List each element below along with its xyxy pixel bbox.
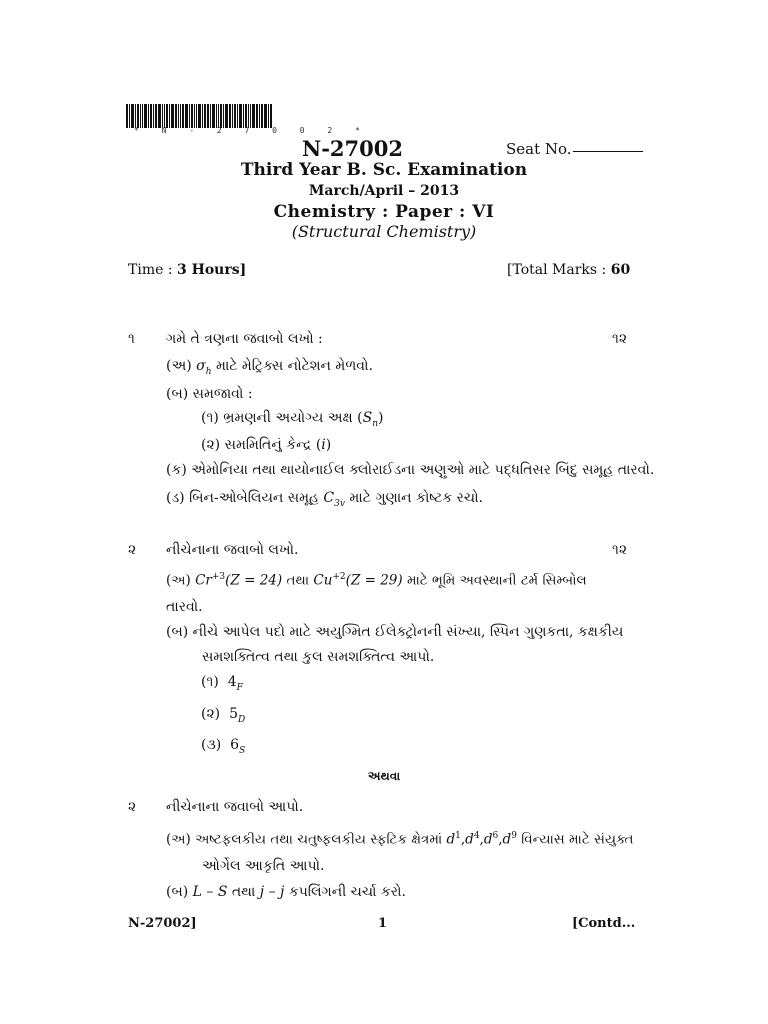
exam-title: Third Year B. Sc. Examination bbox=[240, 160, 528, 180]
q2alt-a-text: અષ્ટફલકીય તથા ચતુષ્ફલકીય સ્ફટિક ક્ષેત્રમાં bbox=[195, 831, 447, 848]
q2alt-a-d1-sup: 1 bbox=[455, 831, 461, 841]
q1-b1-label: (૧) bbox=[201, 410, 219, 426]
q2-b2-sub: D bbox=[237, 714, 246, 725]
q2-b2-label: (૨) bbox=[201, 706, 221, 722]
q1-part-a bbox=[166, 358, 373, 377]
q1-b1-subscript: n bbox=[372, 418, 379, 429]
q2-a-cr-charge: +3 bbox=[211, 572, 226, 582]
paper-code: N-27002 bbox=[302, 136, 403, 161]
q1-d-subscript: 3v bbox=[334, 498, 345, 509]
q1-a-symbol: σ bbox=[196, 358, 206, 374]
footer-paper-code: N-27002] bbox=[128, 916, 197, 931]
q1-part-d bbox=[166, 490, 483, 509]
q2-title: નીચેનાના જવાબો લખો. bbox=[166, 542, 299, 558]
q1-marks: ૧૨ bbox=[612, 331, 628, 347]
q2alt-a-d4: d bbox=[465, 831, 474, 848]
q2-part-b2 bbox=[201, 706, 245, 725]
q1-b-label: (બ) bbox=[166, 386, 189, 402]
q2alt-a-label: (અ) bbox=[166, 831, 191, 848]
q1-b2-symbol: i bbox=[321, 437, 326, 453]
q2-a-text: માટે ભૂમિ અવસ્થાની ટર્મ સિમ્બોલ bbox=[402, 572, 587, 589]
time-info bbox=[128, 262, 246, 278]
q1-b1-symbol: S bbox=[362, 410, 373, 426]
q1-b2-text: સમમિતિનું કેન્દ્ર ( bbox=[224, 437, 322, 453]
q2alt-b-ls: L – S bbox=[192, 884, 228, 900]
q2-a-cu-charge: +2 bbox=[332, 572, 346, 582]
q1-c-text: એમોનિયા તથા થાયોનાઈલ ક્લોરાઈડના અણુઓ માટે પદ્ધતિસર બિંદુ સમૂહ તારવો. bbox=[191, 462, 655, 478]
q2alt-a-comma-3: , bbox=[498, 831, 503, 848]
q2alt-b-label: (બ) bbox=[166, 884, 189, 900]
q2alt-a-d1: d bbox=[446, 831, 456, 848]
seat-number-field bbox=[506, 140, 643, 158]
q1-part-b2 bbox=[201, 437, 331, 453]
barcode-text: * N - 2 7 0 0 2 * bbox=[134, 126, 369, 135]
q1-part-b1 bbox=[201, 410, 384, 429]
q2-a-mid: તથા bbox=[282, 572, 314, 589]
q1-b1-end: ) bbox=[378, 410, 384, 426]
q1-a-text: માટે મેટ્રિક્સ નોટેશન મેળવો. bbox=[211, 358, 373, 374]
q2-part-a bbox=[166, 572, 587, 589]
q1-number: ૧ bbox=[128, 331, 135, 347]
q1-title: ગમે તે ત્રણના જવાબો લખો : bbox=[166, 331, 323, 347]
q2-b1-sub: F bbox=[236, 682, 243, 693]
barcode bbox=[126, 104, 310, 128]
q2-part-b3 bbox=[201, 737, 245, 756]
or-separator: અથવા bbox=[367, 769, 401, 783]
q2alt-b-mid: તથા bbox=[227, 884, 260, 900]
q2alt-title: નીચેનાના જવાબો આપો. bbox=[166, 799, 304, 815]
q2-a-cu-z: (Z = 29) bbox=[345, 572, 403, 589]
q2-a-cr: Cr bbox=[195, 572, 212, 589]
q2alt-part-b bbox=[166, 884, 406, 900]
total-marks-info bbox=[507, 262, 630, 278]
q2-part-b1 bbox=[201, 674, 243, 693]
q1-part-b bbox=[166, 386, 253, 402]
q2-a-cr-z: (Z = 24) bbox=[225, 572, 283, 589]
q1-d-text: બિન-ઓબેલિયન સમૂહ bbox=[189, 490, 324, 506]
q1-b-text: સમજાવો : bbox=[192, 386, 253, 402]
q2-b3-sub: S bbox=[239, 745, 246, 756]
q2alt-a-d9-sup: 9 bbox=[511, 831, 517, 841]
q1-d-symbol: C bbox=[323, 490, 335, 506]
q2alt-a-d6-sup: 6 bbox=[492, 831, 499, 841]
q1-c-label: (ક) bbox=[166, 462, 187, 478]
q2-b-label: (બ) bbox=[166, 624, 189, 640]
marks-label: [Total Marks : bbox=[507, 262, 611, 278]
q1-b1-text: ભ્રમણની અયોગ્ય અક્ષ ( bbox=[223, 410, 363, 426]
q2-b1-num: 4 bbox=[227, 674, 237, 690]
q2alt-a-text-line2: ઓર્ગેલ આકૃતિ આપો. bbox=[202, 858, 325, 874]
q2-part-b bbox=[166, 624, 623, 640]
time-value: 3 Hours] bbox=[177, 262, 247, 278]
q1-a-label: (અ) bbox=[166, 358, 192, 374]
q1-b2-end: ) bbox=[325, 437, 332, 453]
time-label: Time : bbox=[128, 262, 177, 278]
q2alt-part-a bbox=[166, 831, 633, 848]
q2alt-a-d4-sup: 4 bbox=[473, 831, 480, 841]
q2alt-a-comma-1: , bbox=[460, 831, 466, 848]
q2-a-label: (અ) bbox=[166, 572, 191, 589]
q2-b3-num: 6 bbox=[230, 737, 240, 753]
q2-a-cu: Cu bbox=[313, 572, 333, 589]
q2alt-a-d6: d bbox=[483, 831, 493, 848]
q2-marks: ૧૨ bbox=[612, 542, 628, 558]
seat-label: Seat No. bbox=[506, 140, 572, 158]
q2alt-b-end: કપલિંગની ચર્ચા કરો. bbox=[284, 884, 406, 900]
marks-value: 60 bbox=[610, 262, 631, 278]
q2-b-text-line2: સમશક્તિત્વ તથા કુલ સમશક્તિત્વ આપો. bbox=[202, 649, 435, 665]
q2-b1-label: (૧) bbox=[201, 674, 219, 690]
exam-session: March/April – 2013 bbox=[308, 183, 460, 199]
q1-d-label: (ડ) bbox=[166, 490, 185, 506]
subject-title: Chemistry : Paper : VI bbox=[273, 202, 495, 222]
q1-b2-label: (૨) bbox=[201, 437, 221, 453]
q1-a-subscript: h bbox=[205, 366, 212, 377]
q2-a-text-line2: તારવો. bbox=[166, 599, 203, 615]
q2alt-a-d9: d bbox=[502, 831, 512, 848]
footer-continued: [Contd... bbox=[572, 916, 636, 931]
subject-subtitle: (Structural Chemistry) bbox=[291, 222, 477, 241]
q2alt-a-comma-2: , bbox=[479, 831, 484, 848]
q2-b3-label: (૩) bbox=[201, 737, 222, 753]
q2alt-number: ૨ bbox=[128, 799, 137, 815]
q2-b2-num: 5 bbox=[229, 706, 238, 722]
q2-number: ૨ bbox=[128, 542, 137, 558]
seat-blank-line bbox=[573, 151, 643, 152]
q1-d-end: માટે ગુણાન કોષ્ટક રચો. bbox=[344, 490, 484, 506]
q2alt-a-end: વિન્યાસ માટે સંયુક્ત bbox=[516, 831, 634, 848]
q1-part-c bbox=[166, 462, 654, 478]
q2-b-text: નીચે આપેલ પદો માટે અયુગ્મિત ઈલેક્ટ્રોનની સંખ્યા, સ્પિન ગુણકતા, કક્ષકીય bbox=[192, 624, 624, 640]
footer-page-number: 1 bbox=[378, 916, 388, 931]
q2alt-b-jj: j – j bbox=[259, 884, 285, 900]
